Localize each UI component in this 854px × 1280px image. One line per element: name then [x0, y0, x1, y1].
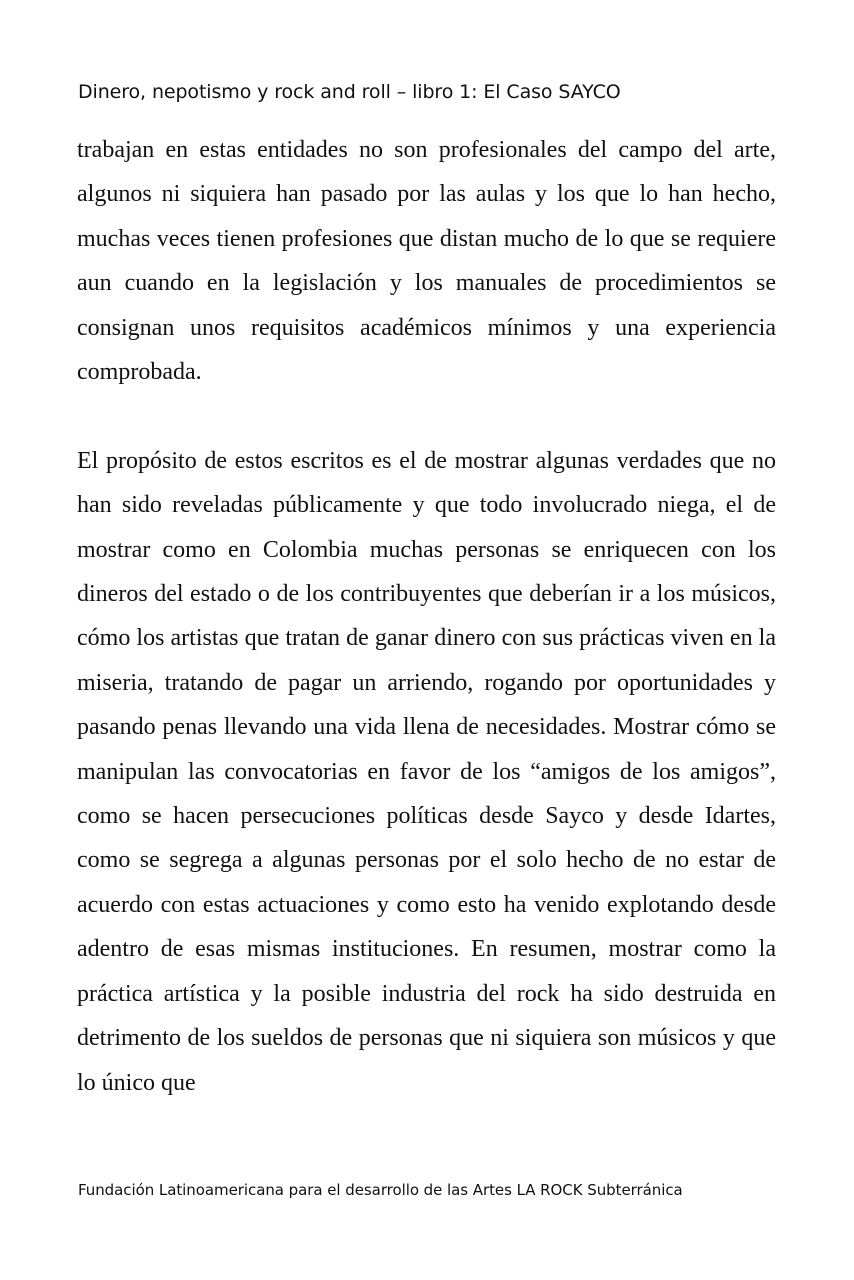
paragraph-continuation: trabajan en estas entidades no son profesionales del campo del arte, algunos ni siquiera han pasado por las aulas y los que lo han hecho, muchas veces tienen profesiones que distan mucho de lo que se requiere aun cuando en la legislación y los manuales de procedimientos se consignan unos requisitos académicos mínimos y una experiencia comprobada. — [77, 137, 776, 386]
body-text — [77, 128, 776, 1105]
running-header: Dinero, nepotismo y rock and roll – libro 1: El Caso SAYCO — [78, 81, 621, 103]
paragraph-purpose: El propósito de estos escritos es el de mostrar algunas verdades que no han sido reveladas públicamente y que todo involucrado niega, el de mostrar como en Colombia muchas personas se enriquecen con los dineros del estado o de los contribuyentes que deberían ir a los músicos, cómo los artistas que tratan de ganar dinero con sus prácticas viven en la miseria, tratando de pagar un arriendo, rogando por oportunidades y pasando penas llevando una vida llena de necesidades. Mostrar cómo se manipulan las convocatorias en favor de los “amigos de los amigos”, como se hacen persecuciones políticas desde Sayco y desde Idartes, como se segrega a algunas personas por el solo hecho de no estar de acuerdo con estas actuaciones y como esto ha venido explotando desde adentro de esas mismas instituciones. En resumen, mostrar como la práctica artística y la posible industria del rock ha sido destruida en detrimento de los sueldos de personas que ni siquiera son músicos y que lo único que — [77, 447, 776, 1096]
running-footer: Fundación Latinoamericana para el desarrollo de las Artes LA ROCK Subterránica — [78, 1181, 683, 1199]
